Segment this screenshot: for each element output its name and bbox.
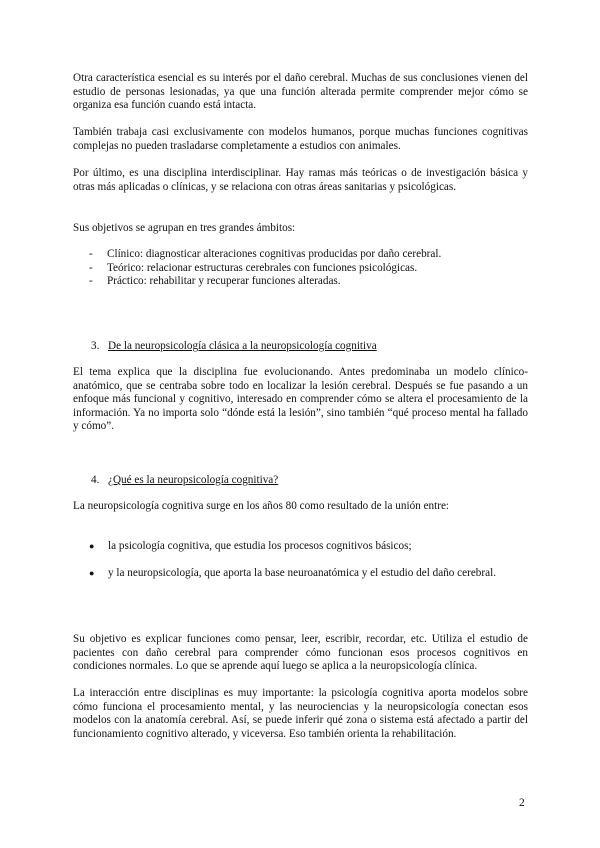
paragraph-origin: La neuropsicología cognitiva surge en los años 80 como resultado de la unión entre: — [73, 500, 450, 512]
section-heading-3 — [91, 340, 377, 354]
bullet-item — [89, 540, 528, 554]
paragraph-interaction: La interacción entre disciplinas es muy importante: la psicología cognitiva aporta modelos sobre cómo funciona el procesamiento mental, y las neurociencias y la neuropsicología conectan esos modelos con la anatomía cerebral. Así, se puede inferir qué zona o sistema está afectado a partir del funcionamiento cognitivo alterado, y viceversa. Eso también orienta la rehabilitación. — [73, 687, 528, 740]
paragraph-evolution: El tema explica que la disciplina fue evolucionando. Antes predominaba un modelo clínico-anatómico, que se centraba sobre todo en localizar la lesión cerebral. Después se fue pasando a un enfoque más funcional y cognitivo, interesado en comprender cómo se altera el procesamiento de la información. Ya no importa solo “dónde está la lesión”, sino también “qué proceso mental ha fallado y cómo”. — [73, 366, 528, 432]
bullet-item — [89, 567, 528, 581]
objective-text: Clínico: diagnosticar alteraciones cognitivas producidas por daño cerebral. — [107, 248, 442, 260]
section-title: ¿Qué es la neuropsicología cognitiva? — [108, 474, 279, 486]
dash-marker: - — [89, 275, 93, 287]
paragraph-interdisciplinary: Por último, es una disciplina interdisciplinar. Hay ramas más teóricas o de investigación básica y otras más aplicadas o clínicas, y se relaciona con otras áreas sanitarias y psicológicas. — [73, 167, 528, 193]
paragraph-human-models: También trabaja casi exclusivamente con modelos humanos, porque muchas funciones cognitivas complejas no pueden trasladarse completamente a estudios con animales. — [73, 126, 528, 152]
dash-marker: - — [89, 262, 93, 274]
paragraph-brain-damage: Otra característica esencial es su interés por el daño cerebral. Muchas de sus conclusiones vienen del estudio de personas lesionadas, ya que una función alterada permite comprender mejor cómo se organiza esa función cuando está intacta. — [73, 72, 528, 111]
section-title: De la neuropsicología clásica a la neuropsicología cognitiva — [108, 340, 377, 352]
bullet-dot-icon: ● — [89, 541, 95, 551]
objective-item — [89, 248, 441, 262]
bullet-text: y la neuropsicología, que aporta la base neuroanatómica y el estudio del daño cerebral. — [108, 567, 496, 579]
dash-marker: - — [89, 248, 93, 260]
section-heading-4 — [91, 474, 278, 488]
page-number: 2 — [519, 797, 525, 809]
bullet-text: la psicología cognitiva, que estudia los procesos cognitivos básicos; — [108, 540, 412, 552]
objective-text: Práctico: rehabilitar y recuperar funciones alteradas. — [107, 275, 341, 287]
objective-item — [89, 262, 417, 276]
section-number: 4. — [91, 474, 100, 486]
objective-text: Teórico: relacionar estructuras cerebrales con funciones psicológicas. — [107, 262, 418, 274]
objective-item — [89, 275, 341, 289]
bullet-dot-icon: ● — [89, 568, 95, 578]
paragraph-goal: Su objetivo es explicar funciones como pensar, leer, escribir, recordar, etc. Utiliza el estudio de pacientes con daño cerebral para comprender cómo funcionan esos procesos cognitivos en condiciones normales. Lo que se aprende aquí luego se aplica a la neuropsicología clínica. — [73, 633, 528, 672]
section-number: 3. — [91, 340, 100, 352]
paragraph-objectives-intro: Sus objetivos se agrupan en tres grandes ámbitos: — [73, 222, 296, 234]
